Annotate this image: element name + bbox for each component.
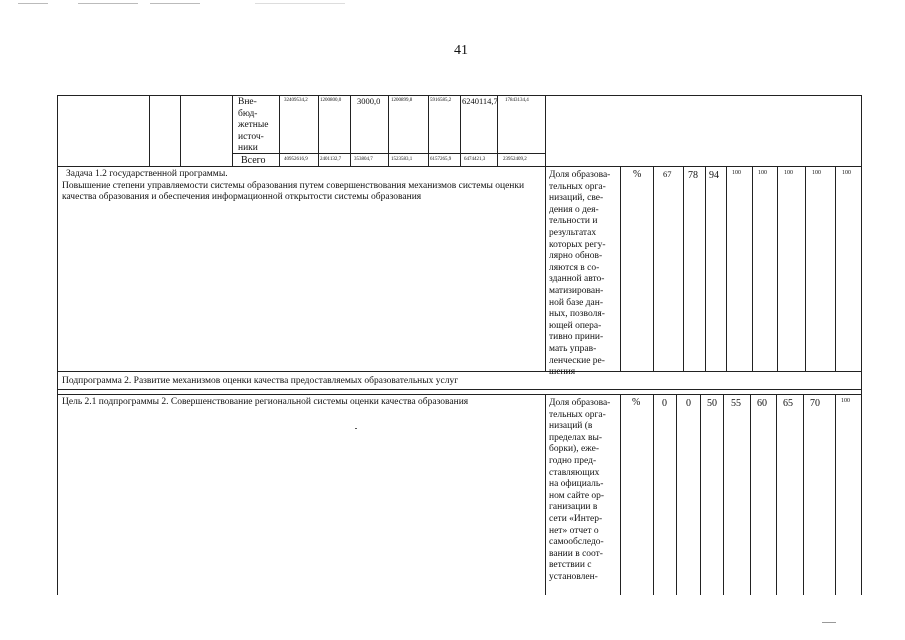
total-value: 1523583,1 (391, 157, 413, 162)
task-indicator: Доля образова- тельных орга- низаций, све- дения о дея- тельности и результатах которых регу- лярно обнов- ляются в со- зданной авто- матизирован- ной базе дан- ных, позволя- ющей опера- тивно прини- мать управ- ленческие ре- шения (549, 170, 611, 378)
task-value: 67 (663, 169, 672, 179)
scan-speck (822, 622, 836, 623)
offbudget-value: 32409534,2 (284, 98, 308, 103)
total-value: 6157265,9 (430, 157, 452, 162)
goal-value: 70 (810, 398, 820, 409)
task-value: 100 (758, 170, 767, 176)
scan-speck (355, 428, 357, 429)
task-value: 94 (709, 170, 719, 181)
goal-value: 50 (707, 398, 717, 409)
offbudget-value: 1200899,8 (391, 98, 413, 103)
goal-value: 65 (783, 398, 793, 409)
task-unit: % (633, 169, 642, 180)
task-value: 100 (812, 170, 821, 176)
total-value: 40952616,9 (284, 157, 308, 162)
goal-value: 0 (662, 398, 667, 409)
goal-unit: % (632, 397, 641, 408)
offbudget-value: 1200800,0 (320, 98, 342, 103)
task-value: 100 (732, 170, 741, 176)
goal-value: 0 (686, 398, 691, 409)
total-value: 353804,7 (354, 157, 373, 162)
goal-value: 100 (841, 398, 850, 404)
task-title: Задача 1.2 государственной программы. (66, 169, 228, 179)
total-value: 2401132,7 (320, 157, 342, 162)
task-value: 78 (688, 170, 698, 181)
total-label: Всего (241, 155, 266, 166)
total-value: 6474421,3 (464, 157, 486, 162)
task-value: 100 (842, 170, 851, 176)
offbudget-value: 5916585,2 (430, 98, 452, 103)
offbudget-value: 6240114,7 (462, 96, 498, 106)
offbudget-value: 3000,0 (357, 96, 381, 106)
goal-indicator: Доля образова- тельных орга- низаций (в пределах вы- борки), еже- годно пред- ставляющих на официаль- ном сайте ор- ганизации в сети «Интер- нет» отчет о самообследо- вании в соот- ветствии с установлен- (549, 398, 611, 582)
goal-value: 60 (757, 398, 767, 409)
goal-title: Цель 2.1 подпрограммы 2. Совершенствование региональной системы оценки качества образования (62, 397, 469, 407)
page-number: 41 (454, 43, 468, 58)
total-value: 23952409,2 (503, 157, 527, 162)
subprogram-title: Подпрограмма 2. Развитие механизмов оценки качества предоставляемых образовательных услуг (62, 376, 459, 386)
offbudget-sources-label: Вне- бюд- жетные источ- ники (238, 97, 269, 154)
offbudget-value: 17843134,4 (505, 98, 529, 103)
goal-value: 55 (731, 398, 741, 409)
task-value: 100 (784, 170, 793, 176)
task-description: Повышение степени управляемости системы образования путем совершенствования механизмов системы оценки качества образования и обеспечения информационной открытости системы образования (62, 181, 525, 203)
